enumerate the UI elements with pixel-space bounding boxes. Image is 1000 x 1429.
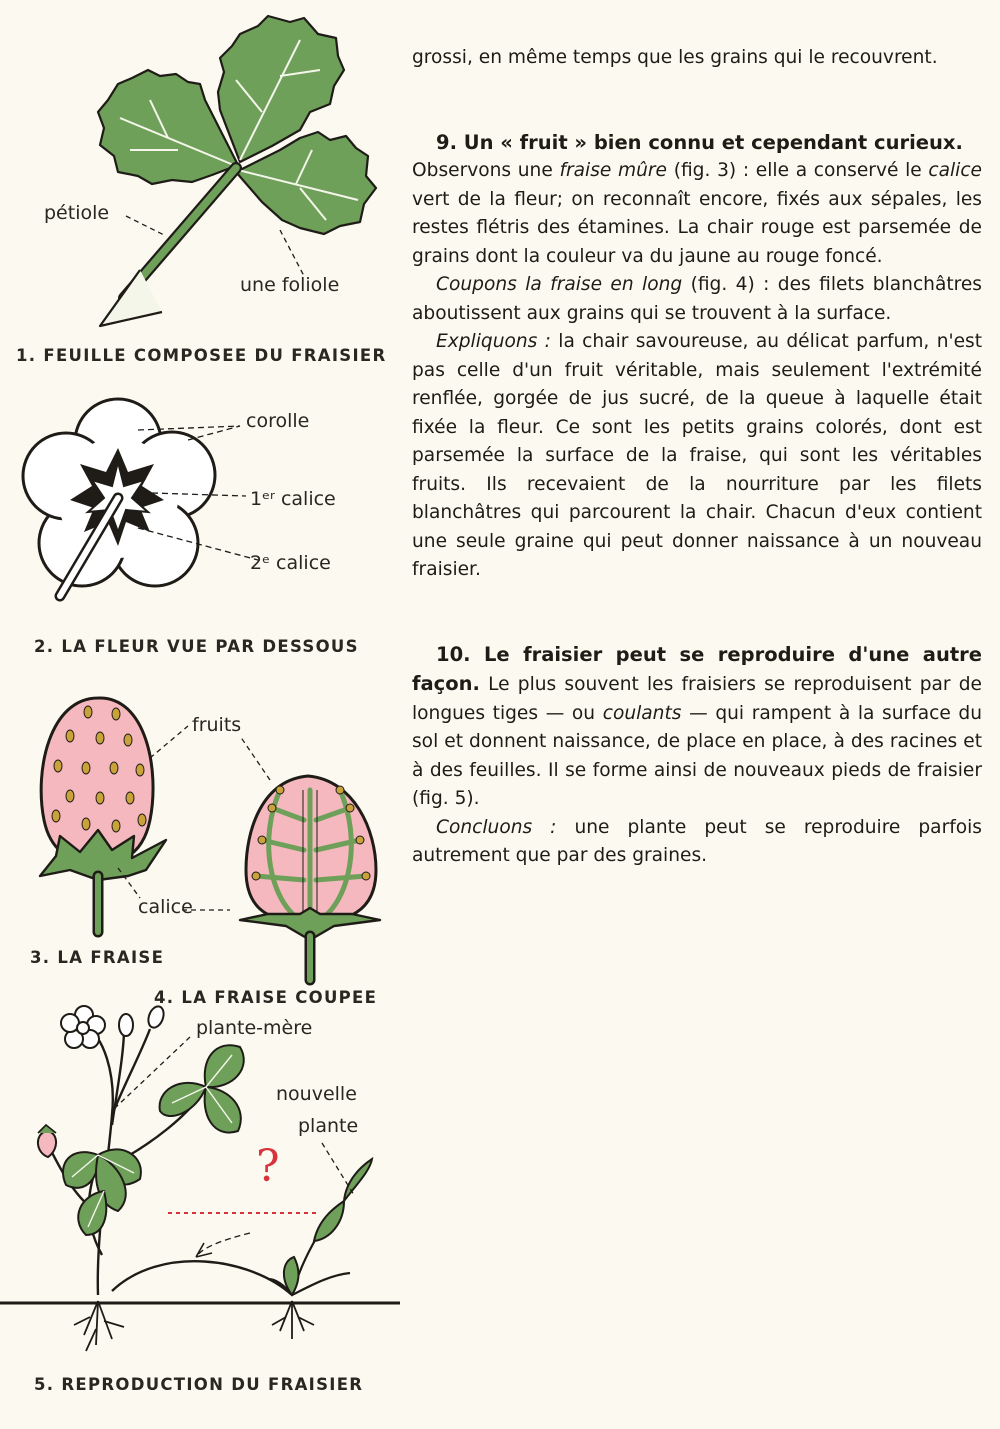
question-mark: ? (256, 1141, 280, 1192)
label-nouvelle: nouvelle (276, 1083, 357, 1105)
strawberry-reproduction-drawing (0, 995, 400, 1405)
figure-3-4 (0, 680, 400, 1010)
section-10-paragraph-1: 10. Le fraisier peut se reproduire d'une autre façon. Le plus souvent les fraisiers se reproduisent par de longues tiges — ou coulants — qui rampent à la surface du sol et donnent naissance, de place en place, à des racines et à des feuilles. Il se forme ainsi de nouveaux pieds de fraisier (fig. 5). (412, 642, 982, 809)
label-plante: plante (298, 1115, 359, 1137)
section-9-paragraph-2: Coupons la fraise en long (fig. 4) : des filets blanchâtres aboutissent aux grains qui se trouvent à la surface. (412, 274, 982, 324)
label-corolle: corolle (246, 410, 310, 432)
label-plante-mere: plante-mère (196, 1017, 313, 1039)
figure-2-caption: 2. LA FLEUR VUE PAR DESSOUS (34, 637, 359, 656)
figure-5 (0, 995, 400, 1405)
label-petiole: pétiole (44, 202, 110, 224)
figure-5-caption: 5. REPRODUCTION DU FRAISIER (34, 1375, 364, 1394)
section-9-title: 9. Un « fruit » bien connu et cependant curieux. (436, 130, 963, 154)
figure-1 (0, 0, 400, 380)
figure-4-caption: 4. LA FRAISE COUPEE (154, 988, 378, 1007)
figure-3-caption: 3. LA FRAISE (30, 948, 165, 967)
label-calice-1: 1ᵉʳ calice (250, 488, 336, 510)
label-calice-2: 2ᵉ calice (250, 552, 331, 574)
label-calice: calice (138, 896, 193, 918)
label-foliole: une foliole (240, 274, 340, 296)
intro-paragraph: grossi, en même temps que les grains qui le recouvrent. (412, 47, 938, 68)
section-10-paragraph-2: Concluons : une plante peut se reproduire parfois autrement que par des graines. (412, 816, 982, 866)
figure-1-caption: 1. FEUILLE COMPOSEE DU FRAISIER (16, 346, 387, 365)
section-9-paragraph-1: Observons une fraise mûre (fig. 3) : elle a conservé le calice vert de la fleur; on reconnaît encore, fixés aux sépales, les restes flétris des étamines. La chair rouge est parsemée de grains dont la couleur va du jaune au rouge foncé. (412, 160, 982, 267)
flower-underside-drawing (0, 380, 400, 670)
figure-2 (0, 380, 400, 670)
text-column (412, 44, 982, 871)
strawberry-leaf-drawing (0, 0, 400, 380)
section-9-paragraph-3: Expliquons : la chair savoureuse, au délicat parfum, n'est pas celle d'un fruit véritable, mais seulement l'extrémité renflée, gorgée de jus sucré, de la queue à laquelle était fixée la fleur. Ce sont les petits grains colorés, dont est parsemée la surface de la fraise, qui sont les véritables fruits. Ils recevaient de la nourriture par les filets blanchâtres qui parcourent la chair. Chacun d'eux contient une seule graine qui peut donner naissance à un nouveau fraisier. (412, 331, 983, 580)
label-fruits: fruits (192, 714, 242, 736)
